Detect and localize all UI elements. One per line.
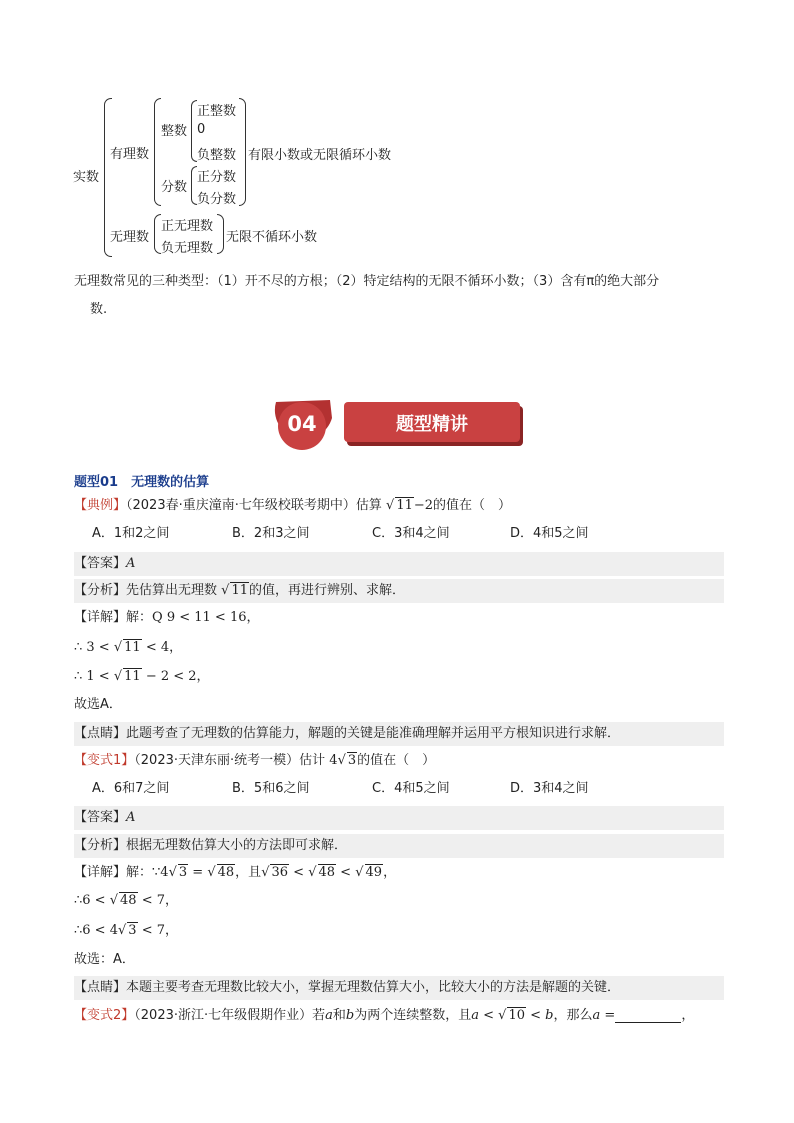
variant1-step2: ∴6 < √ 48 < 7，	[74, 893, 178, 908]
example-analysis-b: 的值，再进行辨别、求解．	[249, 583, 406, 598]
banner-title: 题型精讲	[396, 414, 468, 435]
variant1-step3: ∴6 < 4√ 3 < 7，	[74, 923, 178, 938]
example-answer-bg	[74, 552, 724, 576]
tree-irrational: 无理数	[110, 230, 150, 245]
example-expr-tail: −2	[413, 498, 434, 513]
variant1-detail-r48b: 48	[318, 865, 336, 880]
banner-number: 04	[287, 412, 317, 436]
example-step2-radicand: 11	[124, 640, 141, 655]
example-analysis-a: 先估算出无理数	[126, 583, 218, 598]
example-question-tail: 的值在（ ）	[433, 498, 512, 513]
tree-root: 实数	[73, 170, 100, 185]
irrational-brace	[154, 214, 161, 254]
tree-pos-frac: 正分数	[197, 170, 237, 185]
variant1-option-d: D．3和4之间	[510, 781, 589, 796]
tree-zero: 0	[197, 122, 206, 137]
tree-irrational-note: 无限不循环小数	[226, 230, 318, 245]
variant1-comment-text: 本题主要考查无理数比较大小，掌握无理数估算大小，比较大小的方法是解题的关键．	[126, 980, 621, 995]
variant1-option-b: B．5和6之间	[232, 781, 310, 796]
example-step3-radicand: 11	[124, 669, 141, 684]
variant1-answer	[74, 806, 135, 830]
example-analysis-radicand: 11	[231, 583, 248, 598]
example-answer-tag: 【答案】	[74, 556, 127, 571]
variant1-detail-lt1: <	[289, 865, 309, 880]
variant2-source: （2023·浙江·七年级假期作业）若	[134, 1008, 326, 1023]
variant1-analysis-text: 根据无理数估算大小的方法即可求解．	[126, 838, 348, 853]
variant1-detail-comma: ，	[383, 865, 397, 880]
variant2-answer-blank[interactable]	[615, 1008, 681, 1023]
variant1-step3-a: ∴6 < 4	[74, 923, 118, 938]
variant2-question: 【变式2】（2023·浙江·七年级假期作业）若a和b为两个连续整数，且a < √ 10 < b，那么a = ，	[74, 1008, 695, 1023]
rational-brace	[154, 98, 161, 206]
example-step2-b: < 4，	[145, 640, 183, 655]
example-question: 【典例】（2023春·重庆潼南·七年级校联考期中）估算 √ 11−2的值在（ ）	[74, 498, 512, 513]
variant1-answer-tag: 【答案】	[74, 810, 127, 825]
example-option-a: A．1和2之间	[92, 526, 170, 541]
variant1-option-c: C．4和5之间	[372, 781, 450, 796]
example-source: （2023春·重庆潼南·七年级校联考期中）估算	[126, 498, 382, 513]
example-comment-tag: 【点睛】	[74, 726, 127, 741]
variant2-cond-a: a <	[471, 1008, 495, 1023]
tree-integer: 整数	[161, 124, 188, 139]
example-step2-a: ∴ 3 <	[74, 640, 110, 655]
variant1-detail-and: ，且	[235, 865, 262, 880]
tree-neg-int: 负整数	[197, 148, 237, 163]
irrational-right-brace	[217, 214, 224, 254]
example-comment-text: 此题考查了无理数的估算能力，解题的关键是能准确理解并运用平方根知识进行求解．	[126, 726, 621, 741]
example-option-b: B．2和3之间	[232, 526, 310, 541]
example-analysis: 【分析】先估算出无理数 √ 11的值，再进行辨别、求解．	[74, 583, 406, 598]
variant1-detail-r48: 48	[217, 865, 235, 880]
example-conclusion: 故选A．	[74, 697, 122, 712]
variant1-detail-head: 解：∵	[126, 865, 161, 880]
variant2-ask: a =	[592, 1008, 616, 1023]
tree-neg-irr: 负无理数	[161, 241, 214, 256]
tree-pos-int: 正整数	[197, 104, 237, 119]
variant1-detail-coef: 4	[160, 865, 169, 880]
variant1-step3-radicand: 3	[128, 923, 137, 938]
variant1-analysis-tag: 【分析】	[74, 838, 127, 853]
tree-pos-irr: 正无理数	[161, 219, 214, 234]
irrational-types-line2: 数.	[90, 302, 108, 317]
variant1-question: 【变式1】（2023·天津东丽·统考一模）估计 4√ 3的值在（ ）	[74, 753, 436, 768]
tree-neg-frac: 负分数	[197, 192, 237, 207]
variant1-detail-tag: 【详解】	[74, 865, 127, 880]
example-radicand: 11	[396, 498, 413, 513]
variant1-question-tail: 的值在（ ）	[357, 753, 436, 768]
example-step3: ∴ 1 < √ 11 − 2 < 2，	[74, 669, 210, 684]
variant1-step3-b: < 7，	[141, 923, 178, 938]
variant2-b: b	[345, 1008, 355, 1023]
example-step2: ∴ 3 < √ 11 < 4，	[74, 640, 183, 655]
example-detail-head: 解：	[126, 610, 153, 625]
variant1-detail-eq: =	[188, 865, 208, 880]
tree-rational: 有理数	[110, 147, 150, 162]
variant1-step2-radicand: 48	[120, 893, 137, 908]
variant1-detail: 【详解】解：∵4√ 3 = √ 48，且√ 36 < √ 48 < √ 49，	[74, 865, 397, 880]
variant1-step2-a: ∴6 <	[74, 893, 106, 908]
variant2-end: ，	[681, 1008, 695, 1023]
variant1-analysis	[74, 834, 347, 858]
tree-rational-note: 有限小数或无限循环小数	[248, 148, 392, 163]
variant2-mid: 为两个连续整数，且	[354, 1008, 472, 1023]
variant1-detail-r49: 49	[365, 865, 383, 880]
tree-fraction: 分数	[161, 180, 188, 195]
variant1-source: （2023·天津东丽·统考一模）估计	[134, 753, 326, 768]
example-step1: Q 9 < 11 < 16，	[152, 610, 260, 625]
example-answer-value: A	[126, 556, 136, 571]
variant1-step2-b: < 7，	[141, 893, 178, 908]
variant1-conclusion: 故选：A．	[74, 952, 135, 967]
example-answer	[74, 552, 135, 576]
variant1-options	[92, 777, 589, 801]
example-tag: 【典例】	[74, 498, 127, 513]
variant2-cond-b: < b	[530, 1008, 554, 1023]
example-step3-a: ∴ 1 <	[74, 669, 110, 684]
rational-right-brace	[239, 98, 246, 206]
example-step3-b: − 2 < 2，	[145, 669, 210, 684]
variant2-tag: 【变式2】	[74, 1008, 135, 1023]
variant2-tail: ，那么	[553, 1008, 593, 1023]
variant1-option-a: A．6和7之间	[92, 781, 170, 796]
variant1-answer-bg	[74, 806, 724, 830]
variant1-detail-r36: 36	[271, 865, 289, 880]
example-option-c: C．3和4之间	[372, 526, 450, 541]
variant1-radicand: 3	[347, 753, 357, 768]
example-options	[92, 522, 589, 546]
variant1-comment-tag: 【点睛】	[74, 980, 127, 995]
variant1-detail-r3: 3	[178, 865, 188, 880]
variant1-tag: 【变式1】	[74, 753, 135, 768]
irrational-types-line1: 无理数常见的三种类型：（1）开不尽的方根；（2）特定结构的无限不循环小数；（3）含有π的绝大部分	[74, 274, 660, 289]
example-comment	[74, 722, 620, 746]
variant2-a: a	[325, 1008, 333, 1023]
variant1-coef: 4	[329, 753, 338, 768]
variant1-comment	[74, 976, 620, 1000]
variant1-answer-value: A	[126, 810, 136, 825]
example-option-d: D．4和5之间	[510, 526, 589, 541]
section-title: 题型01 无理数的估算	[74, 475, 210, 490]
example-analysis-tag: 【分析】	[74, 583, 127, 598]
example-detail	[74, 606, 260, 630]
variant1-detail-lt2: <	[336, 865, 356, 880]
example-detail-tag: 【详解】	[74, 610, 127, 625]
variant2-radicand: 10	[508, 1008, 526, 1023]
variant2-and: 和	[332, 1008, 346, 1023]
